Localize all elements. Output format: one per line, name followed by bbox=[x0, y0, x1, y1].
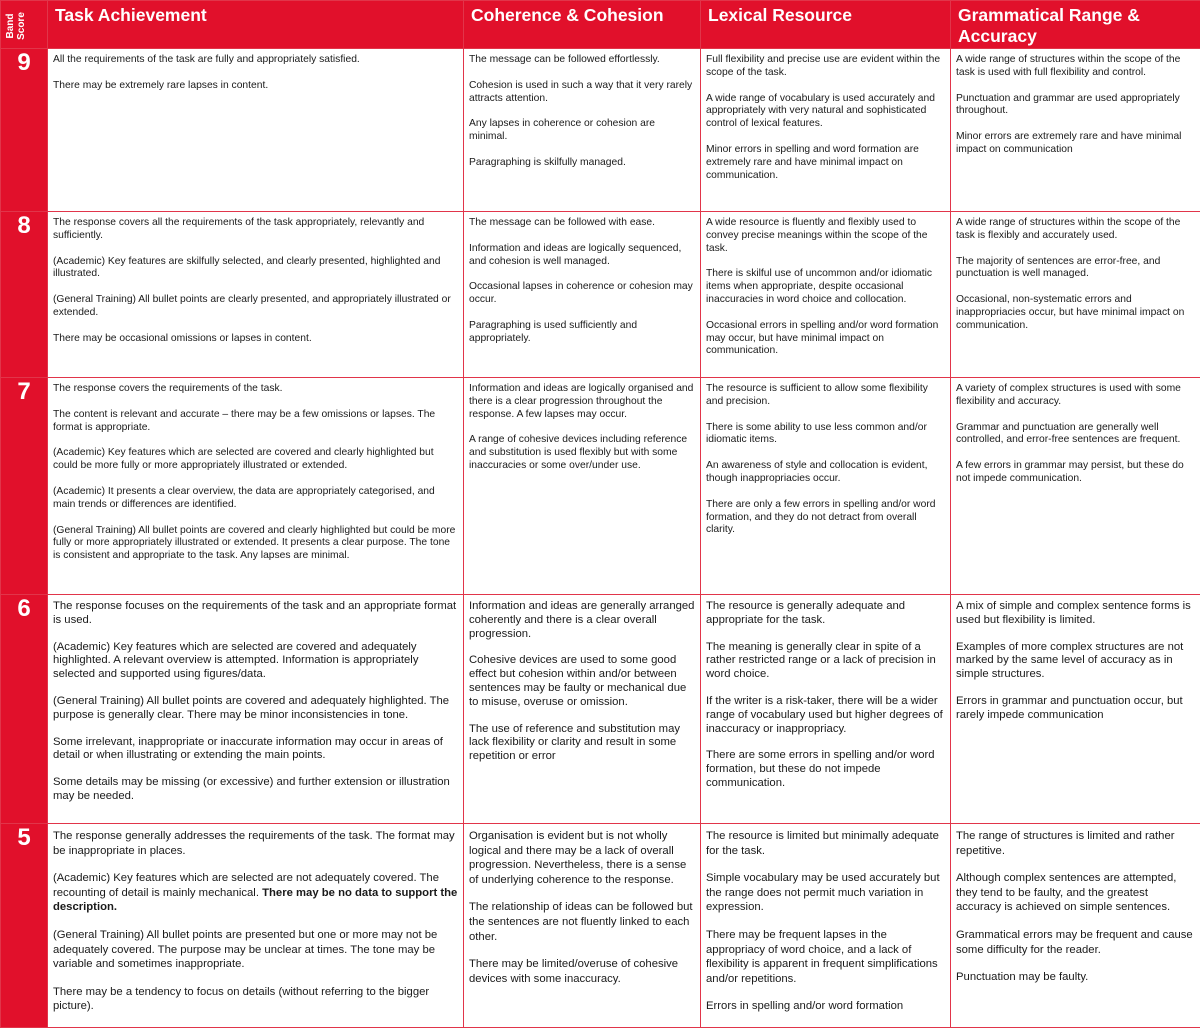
descriptor-text: The response covers the requirements of the task. bbox=[53, 383, 458, 396]
descriptor-text: All the requirements of the task are fully and appropriately satisfied. bbox=[53, 54, 458, 67]
lexical-resource-cell bbox=[701, 378, 951, 595]
descriptor-text: Information and ideas are logically sequenced, and cohesion is well managed. bbox=[469, 243, 695, 269]
band-row-8 bbox=[1, 212, 1200, 378]
descriptor-text: Grammar and punctuation are generally well controlled, and error-free sentences are frequent. bbox=[956, 422, 1195, 448]
descriptor-text: (General Training) All bullet points are covered and adequately highlighted. The purpose is generally clear. There may be minor inconsistencies in tone. bbox=[53, 695, 458, 723]
lexical-resource-header: Lexical Resource bbox=[701, 1, 951, 49]
descriptor-text: The range of structures is limited and rather repetitive. bbox=[956, 829, 1195, 858]
descriptor-text: Some irrelevant, inappropriate or inaccurate information may occur in areas of detail or when illustrating or extending the main points. bbox=[53, 736, 458, 764]
descriptor-text: There are only a few errors in spelling and/or word formation, and they do not detract from overall clarity. bbox=[706, 499, 945, 537]
descriptor-text: A wide range of structures within the scope of the task is used with full flexibility and control. bbox=[956, 54, 1195, 80]
descriptor-text: Any lapses in coherence or cohesion are minimal. bbox=[469, 118, 695, 144]
descriptor-text: Paragraphing is used sufficiently and appropriately. bbox=[469, 320, 695, 346]
descriptor-text: Punctuation may be faulty. bbox=[956, 970, 1195, 985]
coherence-cohesion-cell bbox=[464, 824, 701, 1028]
descriptor-text: A wide resource is fluently and flexibly used to convey precise meanings within the scope of the task. bbox=[706, 217, 945, 255]
coherence-cohesion-header: Coherence & Cohesion bbox=[464, 1, 701, 49]
descriptor-text: The resource is sufficient to allow some flexibility and precision. bbox=[706, 383, 945, 409]
descriptor-text: Information and ideas are generally arranged coherently and there is a clear overall progression. bbox=[469, 600, 695, 641]
descriptor-text: (General Training) All bullet points are presented but one or more may not be adequately covered. The purpose may be unclear at times. The tone may be variable and sometimes inappropriate. bbox=[53, 928, 458, 972]
coherence-cohesion-cell bbox=[464, 378, 701, 595]
descriptor-text: The response covers all the requirements of the task appropriately, relevantly and sufficiently. bbox=[53, 217, 458, 243]
band-number: 8 bbox=[1, 212, 48, 378]
descriptor-text: Some details may be missing (or excessive) and further extension or illustration may be needed. bbox=[53, 776, 458, 804]
descriptor-text: There may be a tendency to focus on details (without referring to the bigger picture). bbox=[53, 985, 458, 1014]
band-score-header-label: Band Score bbox=[5, 4, 27, 48]
grammatical-range-cell bbox=[951, 49, 1200, 212]
descriptor-text: The use of reference and substitution may lack flexibility or clarity and result in some repetition or error bbox=[469, 723, 695, 764]
coherence-cohesion-cell bbox=[464, 49, 701, 212]
descriptor-text: (Academic) It presents a clear overview, the data are appropriately categorised, and main trends or differences are identified. bbox=[53, 486, 458, 512]
descriptor-text: The response focuses on the requirements of the task and an appropriate format is used. bbox=[53, 600, 458, 628]
task-achievement-cell bbox=[48, 378, 464, 595]
descriptor-text: Minor errors are extremely rare and have minimal impact on communication bbox=[956, 131, 1195, 157]
descriptor-text: A range of cohesive devices including reference and substitution is used flexibly but with some inaccuracies or some over/under use. bbox=[469, 434, 695, 472]
descriptor-text: Cohesion is used in such a way that it very rarely attracts attention. bbox=[469, 80, 695, 106]
descriptor-text: There may be frequent lapses in the appropriacy of word choice, and a lack of flexibility is apparent in frequent simplifications and/or repetitions. bbox=[706, 928, 945, 986]
descriptor-text: Information and ideas are logically organised and there is a clear progression throughout the response. A few lapses may occur. bbox=[469, 383, 695, 421]
coherence-cohesion-cell bbox=[464, 212, 701, 378]
task-achievement-cell bbox=[48, 824, 464, 1028]
descriptor-text: The majority of sentences are error-free, and punctuation is well managed. bbox=[956, 256, 1195, 282]
lexical-resource-cell bbox=[701, 212, 951, 378]
descriptor-text: There is skilful use of uncommon and/or idiomatic items when appropriate, despite occasional inaccuracies in word choice and collocation. bbox=[706, 268, 945, 306]
descriptor-text: The meaning is generally clear in spite of a rather restricted range or a lack of precision in word choice. bbox=[706, 641, 945, 682]
descriptor-text: Paragraphing is skilfully managed. bbox=[469, 157, 695, 170]
descriptor-text: Organisation is evident but is not wholly logical and there may be a lack of overall progression. Nevertheless, there is a sense of underlying coherence to the response. bbox=[469, 829, 695, 887]
descriptor-text: There may be extremely rare lapses in content. bbox=[53, 80, 458, 93]
descriptor-text: An awareness of style and collocation is evident, though inappropriacies occur. bbox=[706, 460, 945, 486]
descriptor-text: There is some ability to use less common and/or idiomatic items. bbox=[706, 422, 945, 448]
grammatical-range-cell bbox=[951, 595, 1200, 824]
lexical-resource-cell bbox=[701, 49, 951, 212]
grammatical-range-cell bbox=[951, 378, 1200, 595]
band-number: 9 bbox=[1, 49, 48, 212]
descriptor-text: A wide range of structures within the scope of the task is flexibly and accurately used. bbox=[956, 217, 1195, 243]
coherence-cohesion-cell bbox=[464, 595, 701, 824]
task-achievement-header: Task Achievement bbox=[48, 1, 464, 49]
descriptor-text: Although complex sentences are attempted, they tend to be faulty, and the greatest accuracy is achieved on simple sentences. bbox=[956, 871, 1195, 915]
descriptor-text: Simple vocabulary may be used accurately but the range does not permit much variation in expression. bbox=[706, 871, 945, 915]
task-achievement-cell bbox=[48, 212, 464, 378]
task-achievement-cell bbox=[48, 49, 464, 212]
descriptor-text: There are some errors in spelling and/or word formation, but these do not impede communication. bbox=[706, 749, 945, 790]
emphasized-text: There may be no data to support the description. bbox=[53, 887, 457, 914]
descriptor-text: Grammatical errors may be frequent and cause some difficulty for the reader. bbox=[956, 928, 1195, 957]
task-achievement-cell bbox=[48, 595, 464, 824]
descriptor-text: (Academic) Key features are skilfully selected, and clearly presented, highlighted and illustrated. bbox=[53, 256, 458, 282]
descriptor-text: (General Training) All bullet points are clearly presented, and appropriately illustrated or extended. bbox=[53, 294, 458, 320]
descriptor-text: The message can be followed with ease. bbox=[469, 217, 695, 230]
band-row-7 bbox=[1, 378, 1200, 595]
descriptor-text: Errors in grammar and punctuation occur, but rarely impede communication bbox=[956, 695, 1195, 723]
descriptor-text: There may be occasional omissions or lapses in content. bbox=[53, 333, 458, 346]
descriptor-text: The content is relevant and accurate – there may be a few omissions or lapses. The format is appropriate. bbox=[53, 409, 458, 435]
descriptor-text: Errors in spelling and/or word formation bbox=[706, 999, 945, 1014]
lexical-resource-cell bbox=[701, 824, 951, 1028]
descriptor-text: A wide range of vocabulary is used accurately and appropriately with very natural and sophisticated control of lexical features. bbox=[706, 93, 945, 131]
descriptor-text: The response generally addresses the requirements of the task. The format may be inappropriate in places. bbox=[53, 829, 458, 858]
grammatical-range-cell bbox=[951, 824, 1200, 1028]
band-number: 6 bbox=[1, 595, 48, 824]
band-score-header bbox=[1, 1, 48, 49]
descriptor-text: (Academic) Key features which are selected are covered and adequately highlighted. A relevant overview is attempted. Information is appropriately selected and supported using figures/data. bbox=[53, 641, 458, 682]
descriptor-text: Examples of more complex structures are not marked by the same level of accuracy as in simple structures. bbox=[956, 641, 1195, 682]
descriptor-text: Cohesive devices are used to some good effect but cohesion within and/or between sentences may be faulty or mechanical due to misuse, overuse or omission. bbox=[469, 654, 695, 709]
descriptor-text: Occasional lapses in coherence or cohesion may occur. bbox=[469, 281, 695, 307]
descriptor-text: (General Training) All bullet points are covered and clearly highlighted but could be more fully or more appropriately illustrated or extended. It presents a clear purpose. The tone is consistent and appropriate to the task. Any lapses are minimal. bbox=[53, 525, 458, 563]
descriptor-text: Full flexibility and precise use are evident within the scope of the task. bbox=[706, 54, 945, 80]
band-row-6 bbox=[1, 595, 1200, 824]
descriptor-text: Occasional errors in spelling and/or word formation may occur, but have minimal impact on communication. bbox=[706, 320, 945, 358]
descriptor-text: The relationship of ideas can be followed but the sentences are not fluently linked to each other. bbox=[469, 900, 695, 944]
descriptor-text: A mix of simple and complex sentence forms is used but flexibility is limited. bbox=[956, 600, 1195, 628]
band-row-9 bbox=[1, 49, 1200, 212]
header-row bbox=[1, 1, 1200, 49]
descriptor-text: The resource is generally adequate and appropriate for the task. bbox=[706, 600, 945, 628]
descriptor-text: A few errors in grammar may persist, but these do not impede communication. bbox=[956, 460, 1195, 486]
descriptor-text: There may be limited/overuse of cohesive devices with some inaccuracy. bbox=[469, 957, 695, 986]
descriptor-text: (Academic) Key features which are selected are covered and clearly highlighted but could be more fully or more appropriately illustrated or extended. bbox=[53, 447, 458, 473]
band-number: 7 bbox=[1, 378, 48, 595]
grammatical-range-header: Grammatical Range & Accuracy bbox=[951, 1, 1200, 49]
lexical-resource-cell bbox=[701, 595, 951, 824]
descriptor-text: The message can be followed effortlessly. bbox=[469, 54, 695, 67]
descriptor-text: Occasional, non-systematic errors and inappropriacies occur, but have minimal impact on communication. bbox=[956, 294, 1195, 332]
descriptor-text: Punctuation and grammar are used appropriately throughout. bbox=[956, 93, 1195, 119]
descriptor-text: A variety of complex structures is used with some flexibility and accuracy. bbox=[956, 383, 1195, 409]
descriptor-text: If the writer is a risk-taker, there will be a wider range of vocabulary used but higher degrees of inaccuracy or inappropriacy. bbox=[706, 695, 945, 736]
grammatical-range-cell bbox=[951, 212, 1200, 378]
descriptor-text: (Academic) Key features which are selected are not adequately covered. The recounting of detail is mainly mechanical. There may be no data to support the description. bbox=[53, 871, 458, 915]
band-row-5 bbox=[1, 824, 1200, 1028]
descriptor-text: Minor errors in spelling and word formation are extremely rare and have minimal impact on communication. bbox=[706, 144, 945, 182]
descriptor-text: The resource is limited but minimally adequate for the task. bbox=[706, 829, 945, 858]
band-number: 5 bbox=[1, 824, 48, 1028]
